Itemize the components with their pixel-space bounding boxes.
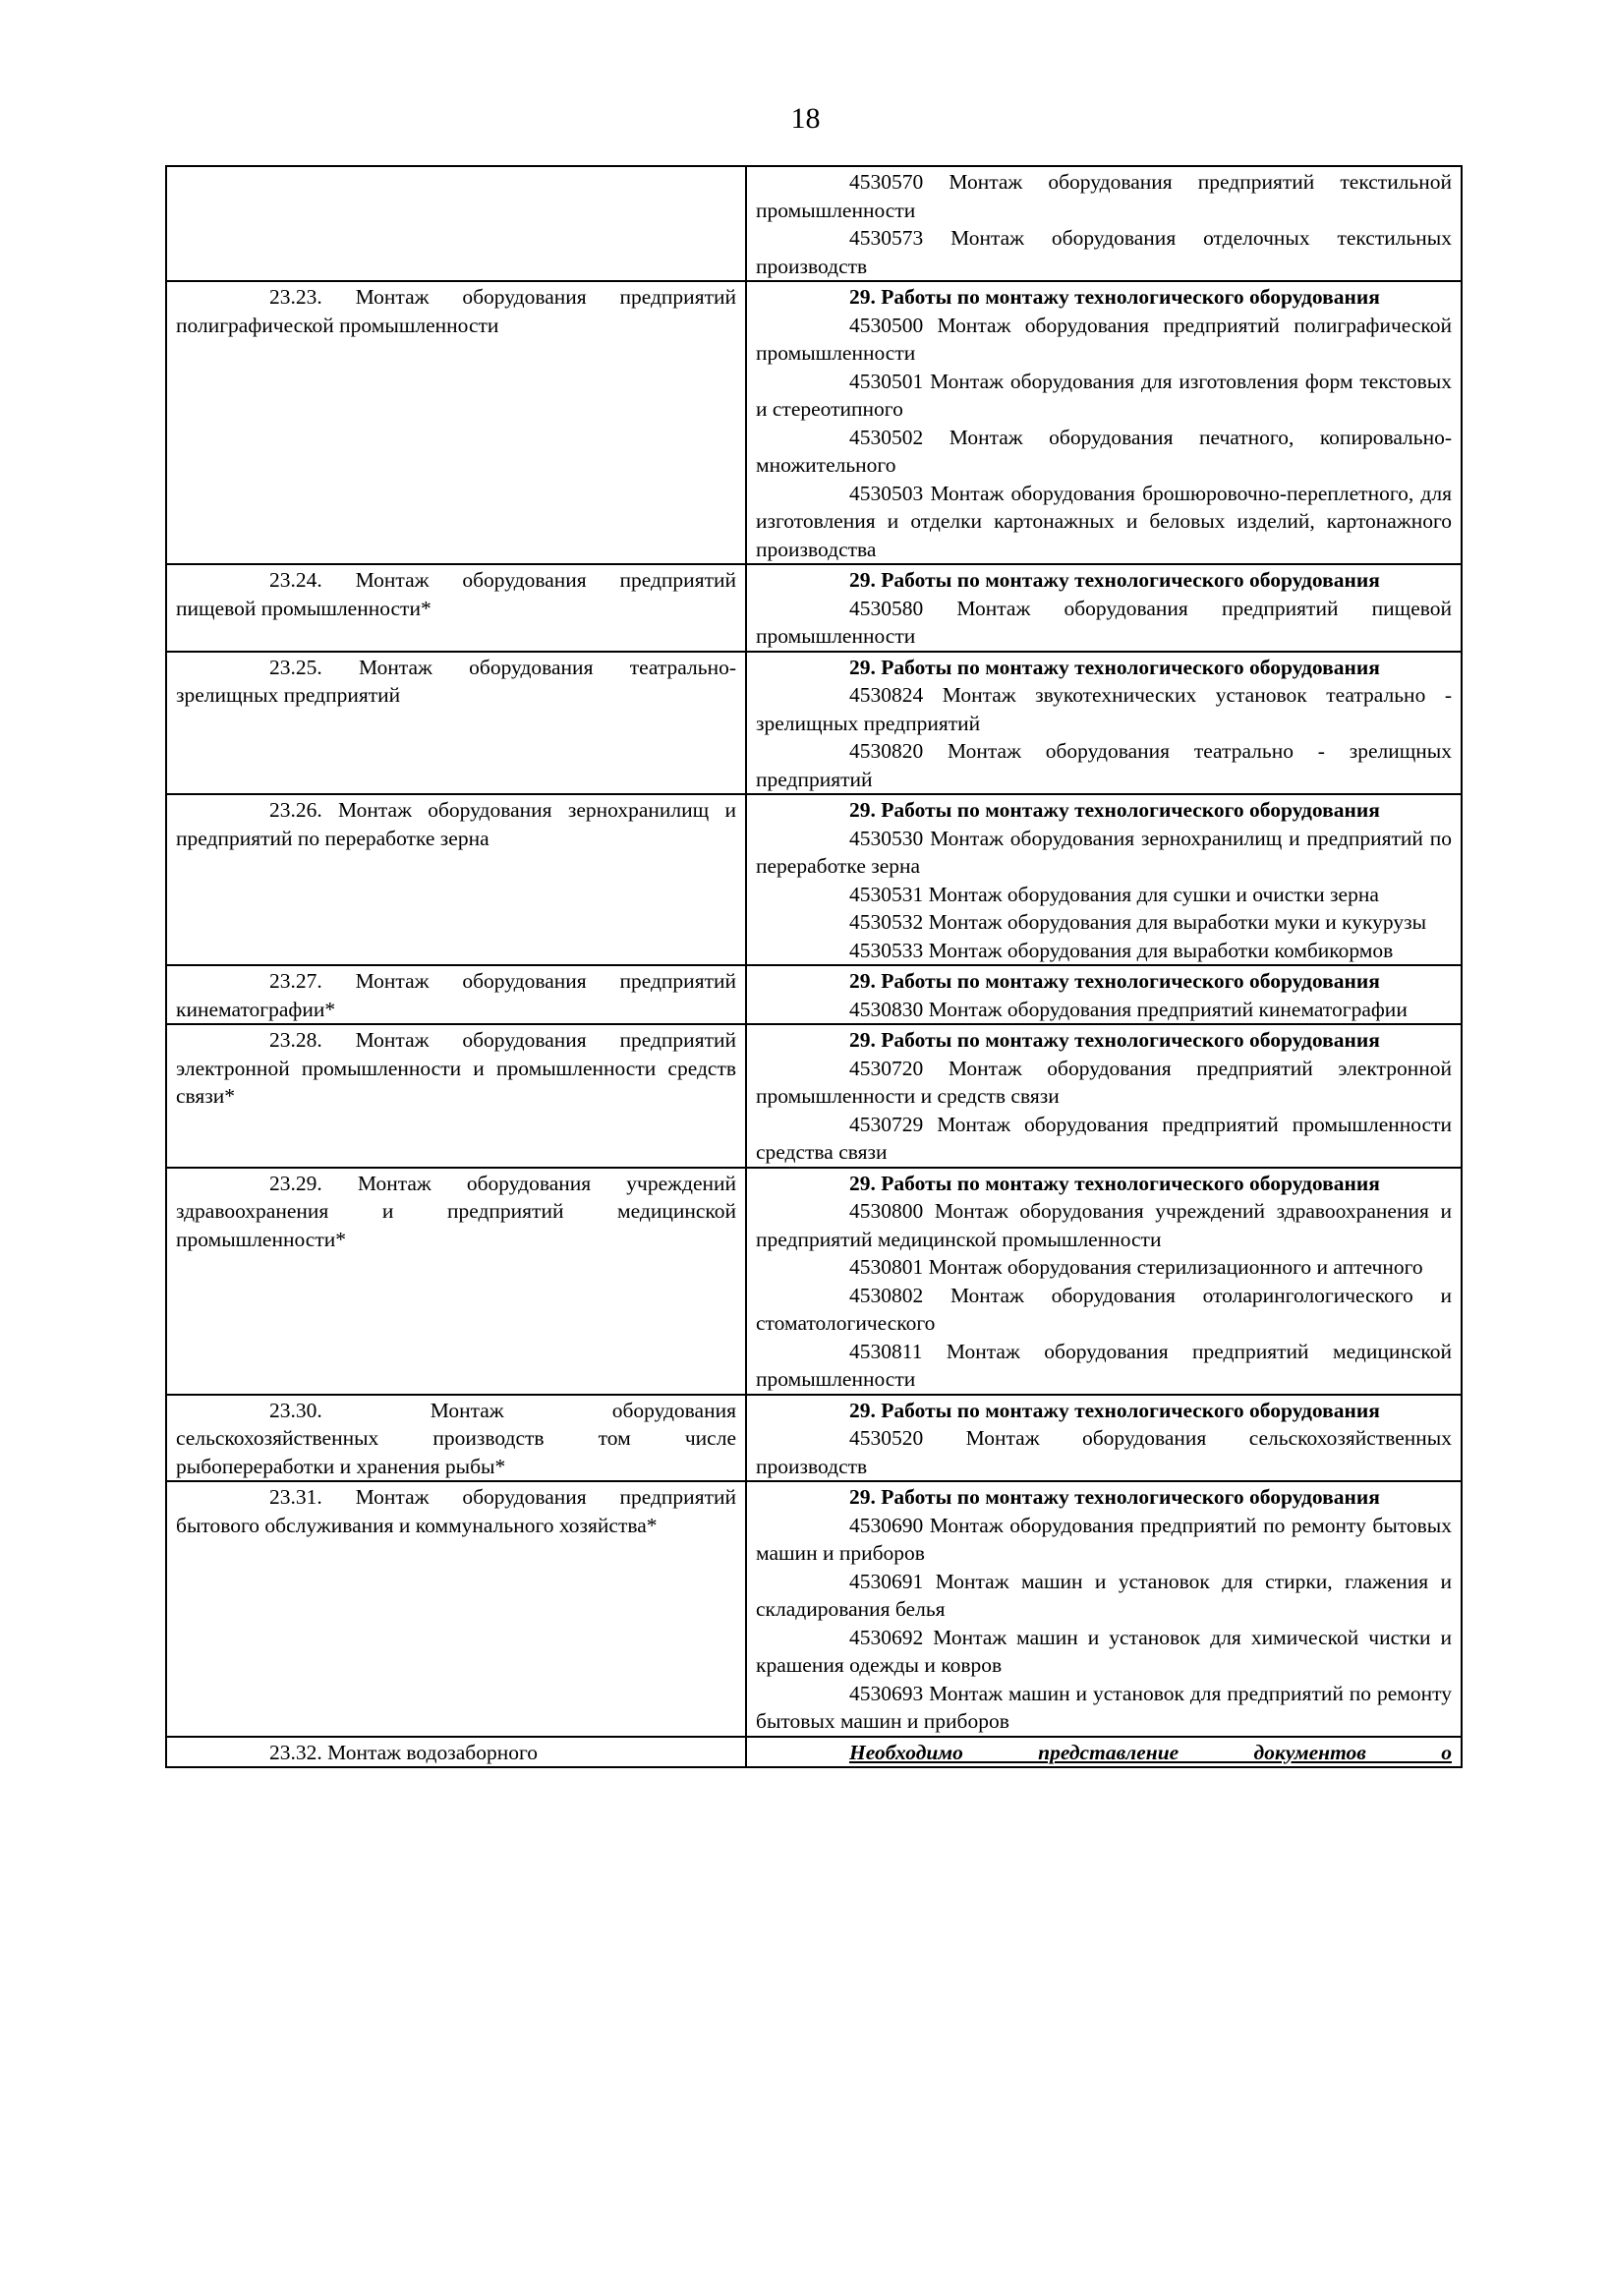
section-cell: [166, 564, 746, 652]
table-row: [166, 1024, 1462, 1168]
work-code-item: 4530801 Монтаж оборудования стерилизационного и аптечного: [849, 1255, 1423, 1279]
section-title: 23.30. Монтаж оборудования сельскохозяйственных производств том числе рыбопереработки и хранения рыбы*: [176, 1398, 736, 1478]
work-code-item: 4530830 Монтаж оборудования предприятий кинематографии: [849, 997, 1408, 1021]
work-code-item: 4530580 Монтаж оборудования предприятий пищевой промышленности: [756, 596, 1452, 648]
work-code-item: 4530520 Монтаж оборудования сельскохозяйственных производств: [756, 1426, 1452, 1478]
work-group-heading: 29. Работы по монтажу технологического оборудования: [849, 1171, 1380, 1195]
work-code-item: 4530532 Монтаж оборудования для выработки муки и кукурузы: [849, 910, 1427, 934]
section-title: 23.29. Монтаж оборудования учреждений здравоохранения и предприятий медицинской промышленности*: [176, 1171, 736, 1251]
works-cell: [746, 794, 1462, 965]
work-group-heading: 29. Работы по монтажу технологического оборудования: [849, 1485, 1380, 1509]
section-title: 23.23. Монтаж оборудования предприятий полиграфической промышленности: [176, 285, 736, 337]
works-cell: [746, 1168, 1462, 1395]
work-group-heading: 29. Работы по монтажу технологического оборудования: [849, 1398, 1380, 1422]
section-title: 23.28. Монтаж оборудования предприятий электронной промышленности и промышленности средств связи*: [176, 1028, 736, 1108]
section-title: 23.25. Монтаж оборудования театрально-зрелищных предприятий: [176, 655, 736, 707]
table-row: [166, 281, 1462, 564]
work-group-heading: 29. Работы по монтажу технологического оборудования: [849, 969, 1380, 993]
section-title: 23.31. Монтаж оборудования предприятий бытового обслуживания и коммунального хозяйства*: [176, 1485, 736, 1537]
table-row: [166, 1168, 1462, 1395]
section-title: 23.27. Монтаж оборудования предприятий кинематографии*: [176, 969, 736, 1021]
section-cell: [166, 1737, 746, 1768]
works-cell: [746, 166, 1462, 281]
section-cell: [166, 166, 746, 281]
section-cell: [166, 652, 746, 795]
works-table: [165, 165, 1463, 1768]
work-group-heading: 29. Работы по монтажу технологического оборудования: [849, 285, 1380, 309]
table-row: [166, 1395, 1462, 1482]
work-code-item: 4530720 Монтаж оборудования предприятий электронной промышленности и средств связи: [756, 1056, 1452, 1108]
work-code-item: 4530573 Монтаж оборудования отделочных текстильных производств: [756, 226, 1452, 278]
section-cell: [166, 794, 746, 965]
works-cell: [746, 1737, 1462, 1768]
section-title: 23.24. Монтаж оборудования предприятий пищевой промышленности*: [176, 568, 736, 620]
works-cell: [746, 1395, 1462, 1482]
work-code-item: 4530802 Монтаж оборудования отоларингологического и стоматологического: [756, 1283, 1452, 1335]
work-code-item: 4530690 Монтаж оборудования предприятий по ремонту бытовых машин и приборов: [756, 1513, 1452, 1565]
work-code-item: 4530811 Монтаж оборудования предприятий медицинской промышленности: [756, 1339, 1452, 1391]
document-note: Необходимо представление документов о: [849, 1740, 1452, 1764]
works-cell: [746, 965, 1462, 1024]
work-code-item: 4530530 Монтаж оборудования зернохранилищ и предприятий по переработке зерна: [756, 826, 1452, 878]
table-row: [166, 965, 1462, 1024]
work-group-heading: 29. Работы по монтажу технологического оборудования: [849, 798, 1380, 822]
section-cell: [166, 1024, 746, 1168]
work-group-heading: 29. Работы по монтажу технологического оборудования: [849, 568, 1380, 592]
page-number: 18: [790, 102, 821, 135]
work-code-item: 4530503 Монтаж оборудования брошюровочно-переплетного, для изготовления и отделки картонажных и беловых изделий, картонажного производства: [756, 481, 1452, 561]
work-code-item: 4530800 Монтаж оборудования учреждений здравоохранения и предприятий медицинской промышленности: [756, 1199, 1452, 1251]
section-cell: [166, 281, 746, 564]
work-code-item: 4530500 Монтаж оборудования предприятий полиграфической промышленности: [756, 313, 1452, 365]
works-cell: [746, 1024, 1462, 1168]
works-cell: [746, 1481, 1462, 1737]
work-code-item: 4530502 Монтаж оборудования печатного, копировально-множительного: [756, 425, 1452, 477]
table-row: [166, 652, 1462, 795]
work-group-heading: 29. Работы по монтажу технологического оборудования: [849, 655, 1380, 679]
table-row: [166, 1737, 1462, 1768]
works-cell: [746, 652, 1462, 795]
table-row: [166, 166, 1462, 281]
work-code-item: 4530570 Монтаж оборудования предприятий текстильной промышленности: [756, 170, 1452, 222]
work-code-item: 4530693 Монтаж машин и установок для предприятий по ремонту бытовых машин и приборов: [756, 1681, 1452, 1733]
work-code-item: 4530691 Монтаж машин и установок для стирки, глажения и складирования белья: [756, 1569, 1452, 1621]
section-title: 23.26. Монтаж оборудования зернохранилищ и предприятий по переработке зерна: [176, 798, 736, 850]
section-title: 23.32. Монтаж водозаборного: [269, 1740, 538, 1764]
work-code-item: 4530729 Монтаж оборудования предприятий промышленности средства связи: [756, 1112, 1452, 1164]
work-code-item: 4530531 Монтаж оборудования для сушки и очистки зерна: [849, 882, 1379, 906]
works-table-body: [166, 166, 1462, 1767]
table-row: [166, 1481, 1462, 1737]
section-cell: [166, 1168, 746, 1395]
section-cell: [166, 965, 746, 1024]
work-group-heading: 29. Работы по монтажу технологического оборудования: [849, 1028, 1380, 1052]
work-code-item: 4530820 Монтаж оборудования театрально - зрелищных предприятий: [756, 739, 1452, 791]
table-row: [166, 794, 1462, 965]
section-cell: [166, 1395, 746, 1482]
work-code-item: 4530501 Монтаж оборудования для изготовления форм текстовых и стереотипного: [756, 369, 1452, 421]
work-code-item: 4530533 Монтаж оборудования для выработки комбикормов: [849, 938, 1394, 962]
work-code-item: 4530692 Монтаж машин и установок для химической чистки и крашения одежды и ковров: [756, 1625, 1452, 1677]
works-cell: [746, 564, 1462, 652]
work-code-item: 4530824 Монтаж звукотехнических установок театрально - зрелищных предприятий: [756, 683, 1452, 735]
table-row: [166, 564, 1462, 652]
section-cell: [166, 1481, 746, 1737]
works-cell: [746, 281, 1462, 564]
